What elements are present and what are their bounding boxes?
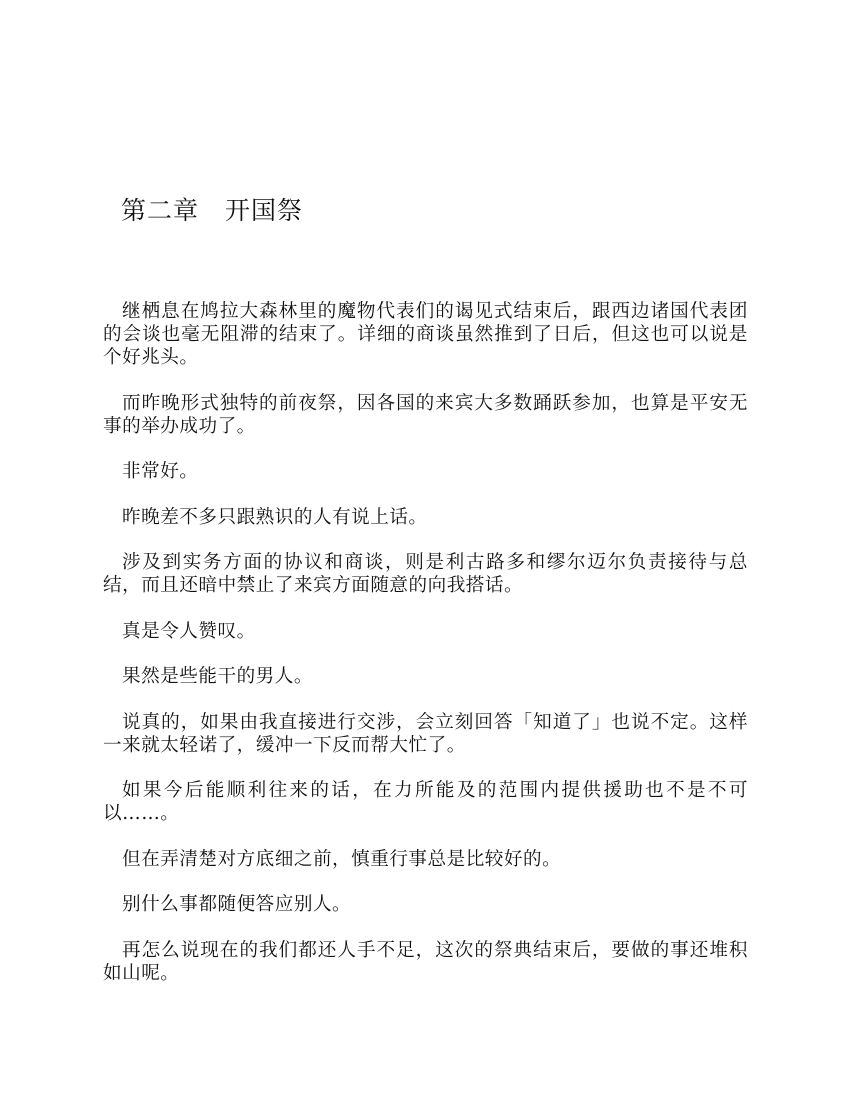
paragraph: 别什么事都随便答应别人。 [122, 894, 352, 915]
paragraph: 而昨晚形式独特的前夜祭，因各国的来宾大多数踊跃参加，也算是平安无事的举办成功了。 [103, 392, 748, 437]
paragraph: 昨晚差不多只跟熟识的人有说上话。 [122, 506, 428, 528]
paragraph: 再怎么说现在的我们都还人手不足，这次的祭典结束后，要做的事还堆积如山呢。 [103, 939, 748, 984]
paragraph: 果然是些能干的男人。 [122, 666, 313, 687]
chapter-title: 第二章 开国祭 [121, 196, 304, 225]
paragraph: 真是令人赞叹。 [122, 620, 256, 642]
paragraph: 非常好。 [122, 461, 199, 482]
paragraph: 如果今后能顺利往来的话，在力所能及的范围内提供援助也不是不可以……。 [103, 780, 748, 824]
paragraph: 说真的，如果由我直接进行交涉，会立刻回答「知道了」也说不定。这样一来就太轻诺了，缓冲一下反而帮大忙了。 [103, 711, 748, 756]
paragraph: 但在弄清楚对方底细之前，慎重行事总是比较好的。 [122, 848, 562, 870]
chapter-body [103, 300, 748, 1007]
paragraph: 继栖息在鸠拉大森林里的魔物代表们的谒见式结束后，跟西边诸国代表团的会谈也毫无阻滞的结束了。详细的商谈虽然推到了日后，但这也可以说是个好兆头。 [103, 301, 748, 368]
paragraph: 涉及到实务方面的协议和商谈，则是利古路多和缪尔迈尔负责接待与总结，而且还暗中禁止了来宾方面随意的向我搭话。 [103, 552, 748, 596]
